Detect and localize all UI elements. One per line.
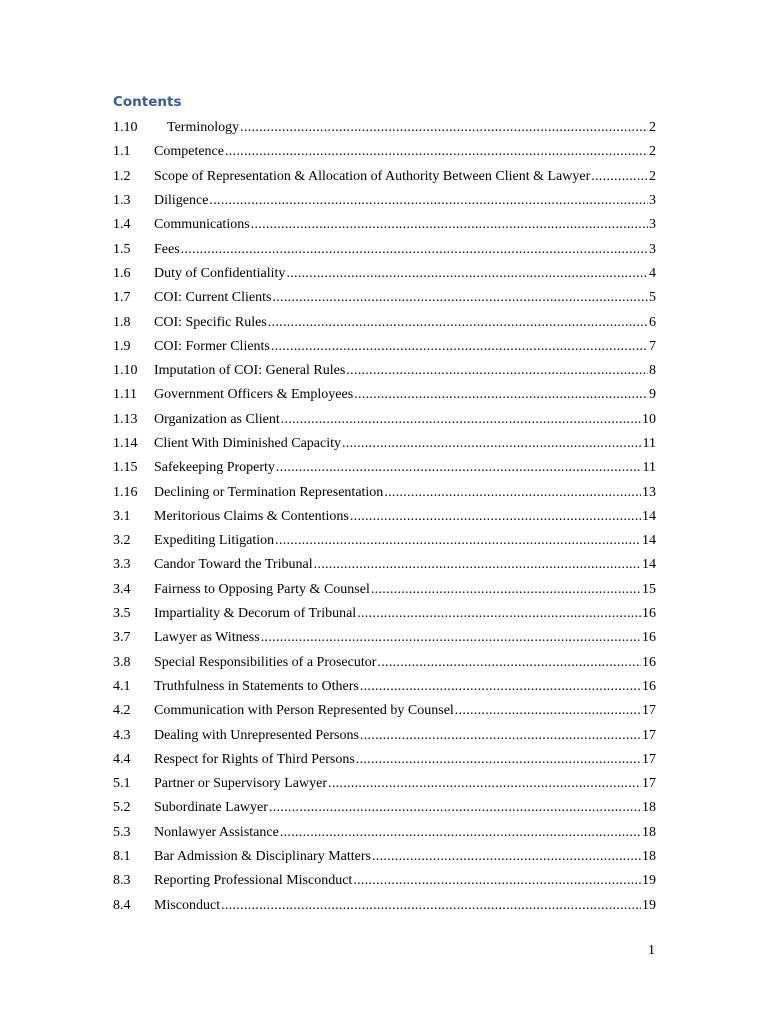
toc-dot-leader (269, 800, 641, 816)
toc-entry-title: Terminology (167, 120, 240, 136)
toc-entry[interactable] (113, 651, 656, 675)
toc-dot-leader (328, 776, 641, 792)
toc-entry-title: Duty of Confidentiality (154, 265, 286, 281)
toc-entry[interactable] (113, 262, 656, 286)
toc-entry[interactable] (113, 699, 656, 723)
toc-entry-page: 14 (642, 508, 656, 524)
toc-entry-number: 1.5 (113, 241, 131, 257)
toc-entry-page: 3 (649, 193, 656, 209)
toc-dot-leader (181, 242, 648, 258)
toc-entry-number: 1.6 (113, 265, 131, 281)
toc-entry-title: Impartiality & Decorum of Tribunal (154, 606, 357, 622)
toc-entry-number: 1.9 (113, 338, 131, 354)
toc-entry-title: Subordinate Lawyer (154, 800, 268, 816)
toc-entry[interactable] (113, 578, 656, 602)
toc-dot-leader (455, 703, 641, 719)
toc-entry-number: 1.11 (113, 387, 137, 403)
toc-entry-number: 1.8 (113, 314, 131, 330)
toc-entry-number: 1.13 (113, 411, 138, 427)
toc-entry-page: 16 (642, 630, 656, 646)
toc-entry[interactable] (113, 505, 656, 529)
toc-dot-leader (346, 363, 648, 379)
toc-entry-number: 3.8 (113, 654, 131, 670)
toc-entry-number: 4.4 (113, 751, 131, 767)
toc-entry-page: 8 (649, 363, 656, 379)
toc-entry-page: 18 (642, 824, 656, 840)
toc-entry-number: 1.10 (113, 363, 138, 379)
toc-entry-page: 6 (649, 314, 656, 330)
toc-entry-title: Dealing with Unrepresented Persons (154, 727, 359, 743)
toc-entry-title: Nonlawyer Assistance (154, 824, 279, 840)
toc-entry-title: Fairness to Opposing Party & Counsel (154, 581, 370, 597)
toc-entry-title: COI: Former Clients (154, 338, 270, 354)
toc-entry-page: 18 (642, 800, 656, 816)
toc-entry-page: 17 (642, 776, 656, 792)
toc-entry[interactable] (113, 432, 656, 456)
toc-entry-title: Expediting Litigation (154, 533, 275, 549)
toc-entry-title: Bar Admission & Disciplinary Matters (154, 849, 371, 865)
toc-entry-number: 4.1 (113, 678, 131, 694)
toc-entry-page: 16 (642, 606, 656, 622)
toc-dot-leader (221, 898, 641, 914)
toc-entry-number: 3.5 (113, 606, 131, 622)
toc-entry-number: 4.3 (113, 727, 131, 743)
toc-dot-leader (360, 728, 641, 744)
toc-entry-page: 13 (642, 484, 656, 500)
toc-entry-page: 18 (642, 849, 656, 865)
toc-entry-page: 4 (649, 265, 656, 281)
toc-entry[interactable] (113, 383, 656, 407)
toc-entry-page: 17 (642, 751, 656, 767)
toc-entry-number: 1.14 (113, 436, 138, 451)
toc-entry-title: Candor Toward the Tribunal (154, 557, 313, 573)
toc-entry-number: 5.2 (113, 800, 131, 816)
toc-entry-page: 16 (642, 654, 656, 670)
toc-entry-title: Meritorious Claims & Contentions (154, 508, 349, 524)
toc-entry-title: Competence (154, 144, 224, 160)
toc-entry[interactable] (113, 310, 656, 334)
toc-dot-leader (342, 436, 642, 452)
toc-entry-title: Government Officers & Employees (154, 387, 354, 403)
toc-entry[interactable] (113, 869, 656, 893)
toc-entry-page: 17 (642, 727, 656, 743)
toc-entry[interactable] (113, 845, 656, 869)
toc-entry-page: 9 (649, 387, 656, 403)
toc-entry-number: 1.3 (113, 193, 131, 209)
toc-entry-number: 3.3 (113, 557, 131, 573)
toc-dot-leader (360, 679, 641, 695)
toc-entry[interactable] (113, 748, 656, 772)
toc-entry-page: 10 (642, 411, 656, 427)
toc-entry-title: COI: Specific Rules (154, 314, 267, 330)
toc-entry-page: 2 (649, 120, 656, 136)
page-number: 1 (648, 943, 655, 958)
toc-dot-leader (271, 339, 648, 355)
toc-dot-leader (350, 509, 641, 525)
toc-entry[interactable] (113, 408, 656, 432)
toc-entry-title: Diligence (154, 193, 209, 209)
toc-dot-leader (286, 266, 648, 282)
toc-entry[interactable] (113, 237, 656, 261)
toc-entry[interactable] (113, 894, 656, 918)
toc-entry-page: 11 (642, 436, 656, 451)
toc-dot-leader (209, 193, 648, 209)
toc-entry[interactable] (113, 359, 656, 383)
toc-entry-number: 1.16 (113, 484, 138, 500)
toc-entry[interactable] (113, 456, 656, 480)
toc-dot-leader (384, 485, 641, 501)
contents-heading: Contents (113, 94, 182, 110)
toc-dot-leader (240, 120, 648, 136)
toc-dot-leader (372, 849, 641, 865)
toc-entry[interactable] (113, 602, 656, 626)
toc-entry-title: Misconduct (154, 897, 221, 913)
toc-entry-number: 5.1 (113, 776, 131, 792)
toc-dot-leader (251, 217, 648, 233)
toc-entry-title: Reporting Professional Misconduct (154, 873, 353, 889)
toc-entry-number: 1.1 (113, 144, 131, 160)
toc-entry-page: 15 (642, 581, 656, 597)
toc-dot-leader (591, 169, 648, 185)
toc-entry-page: 2 (649, 168, 656, 184)
toc-entry[interactable] (113, 480, 656, 504)
toc-entry-title: Communication with Person Represented by Counsel (154, 703, 454, 719)
toc-entry[interactable] (113, 723, 656, 747)
toc-entry-page: 5 (649, 290, 656, 306)
toc-entry[interactable] (113, 140, 656, 164)
toc-dot-leader (354, 387, 648, 403)
toc-entry-title: Lawyer as Witness (154, 630, 260, 646)
toc-entry-number: 4.2 (113, 703, 131, 719)
toc-entry-number: 8.4 (113, 897, 131, 913)
toc-entry[interactable] (113, 165, 656, 189)
toc-entry-number: 8.3 (113, 873, 131, 889)
toc-entry-number: 1.7 (113, 290, 131, 306)
toc-entry-title: Partner or Supervisory Lawyer (154, 776, 328, 792)
toc-entry-number: 1.10 (113, 120, 138, 136)
toc-dot-leader (353, 873, 641, 889)
toc-dot-leader (261, 630, 641, 646)
toc-entry-page: 3 (649, 241, 656, 257)
toc-dot-leader (281, 412, 641, 428)
toc-entry-title: Respect for Rights of Third Persons (154, 751, 355, 767)
toc-entry-title: Safekeeping Property (154, 460, 275, 476)
toc-entry-page: 19 (642, 897, 656, 913)
toc-entry-title: Client With Diminished Capacity (154, 436, 341, 451)
toc-entry-page: 2 (649, 144, 656, 160)
table-of-contents (113, 116, 656, 918)
toc-entry-page: 19 (642, 873, 656, 889)
toc-entry[interactable] (113, 213, 656, 237)
toc-entry[interactable] (113, 626, 656, 650)
toc-entry-title: Imputation of COI: General Rules (154, 363, 346, 379)
toc-entry-page: 14 (642, 557, 656, 573)
toc-entry-title: Declining or Termination Representation (154, 484, 384, 500)
toc-entry-page: 17 (642, 703, 656, 719)
toc-entry[interactable] (113, 796, 656, 820)
toc-entry[interactable] (113, 821, 656, 845)
toc-entry-page: 14 (642, 533, 656, 549)
toc-entry-page: 3 (649, 217, 656, 233)
toc-dot-leader (225, 144, 648, 160)
toc-dot-leader (268, 315, 648, 331)
toc-dot-leader (280, 825, 641, 841)
toc-entry-page: 16 (642, 678, 656, 694)
toc-dot-leader (314, 557, 641, 573)
toc-entry-page: 11 (642, 460, 656, 476)
toc-entry-title: Scope of Representation & Allocation of Authority Between Client & Lawyer (154, 168, 591, 184)
toc-entry-number: 1.4 (113, 217, 131, 233)
toc-entry[interactable] (113, 675, 656, 699)
toc-dot-leader (272, 290, 648, 306)
toc-entry[interactable] (113, 553, 656, 577)
toc-entry-number: 3.4 (113, 581, 131, 597)
toc-entry[interactable] (113, 189, 656, 213)
toc-entry[interactable] (113, 335, 656, 359)
toc-entry-number: 1.15 (113, 460, 138, 476)
toc-entry-title: Truthfulness in Statements to Others (154, 678, 359, 694)
toc-dot-leader (371, 582, 641, 598)
toc-entry-number: 3.2 (113, 533, 131, 549)
toc-entry-title: Special Responsibilities of a Prosecutor (154, 654, 377, 670)
toc-entry-number: 3.7 (113, 630, 131, 646)
toc-entry-title: Fees (154, 241, 180, 257)
toc-entry-title: Organization as Client (154, 411, 280, 427)
toc-dot-leader (356, 752, 641, 768)
toc-entry-page: 7 (649, 338, 656, 354)
toc-entry-number: 3.1 (113, 508, 131, 524)
toc-entry[interactable] (113, 116, 656, 140)
toc-entry[interactable] (113, 529, 656, 553)
toc-dot-leader (275, 533, 641, 549)
toc-dot-leader (377, 655, 641, 671)
toc-entry-title: Communications (154, 217, 250, 233)
toc-entry-title: COI: Current Clients (154, 290, 272, 306)
toc-entry-number: 8.1 (113, 849, 131, 865)
toc-dot-leader (276, 460, 642, 476)
toc-entry[interactable] (113, 772, 656, 796)
toc-entry-number: 5.3 (113, 824, 131, 840)
toc-entry[interactable] (113, 286, 656, 310)
toc-entry-number: 1.2 (113, 168, 131, 184)
toc-dot-leader (357, 606, 641, 622)
